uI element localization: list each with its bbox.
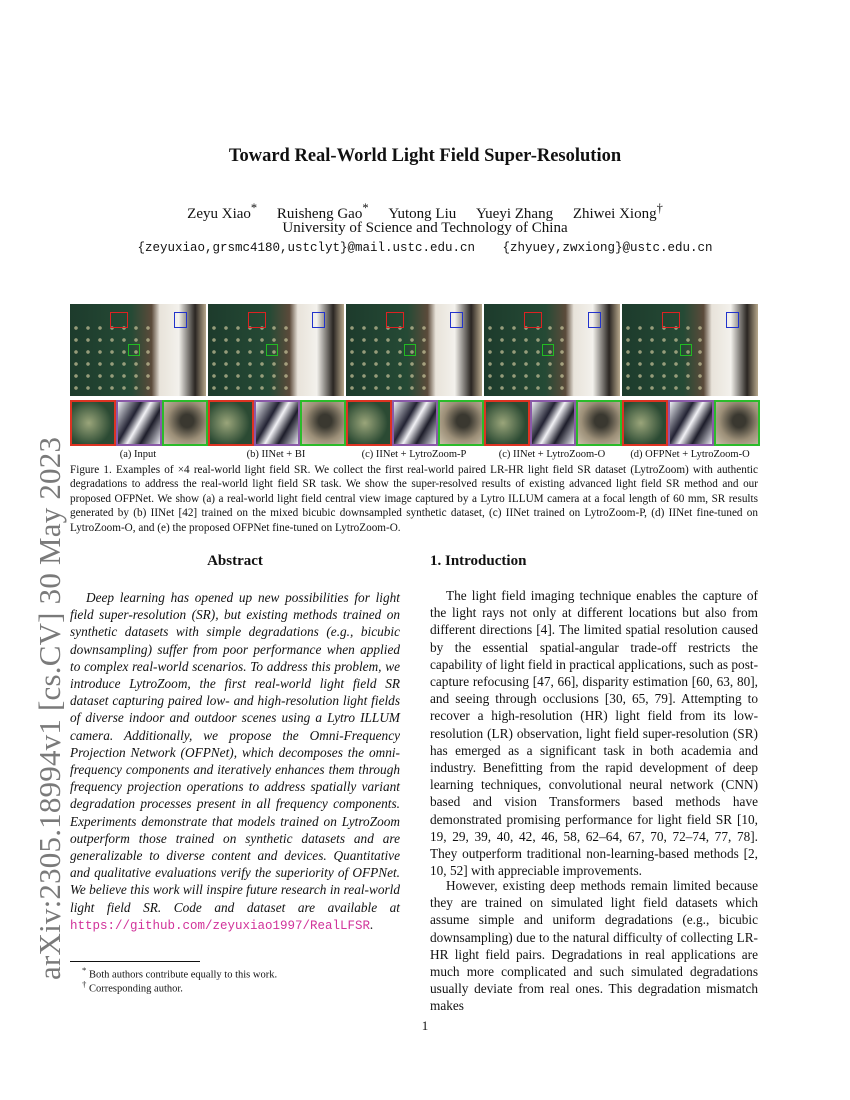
figure-subcaptions xyxy=(70,449,758,463)
figure-panel-main xyxy=(346,304,482,396)
footnote-1: * Both authors contribute equally to this work. xyxy=(82,965,278,981)
author-1: Zeyu Xiao* xyxy=(187,201,258,222)
zoom-crop-red xyxy=(208,400,254,446)
zoom-crop-blue xyxy=(254,400,300,446)
figure-panel-main xyxy=(622,304,758,396)
code-link[interactable]: https://github.com/zeyuxiao1997/RealLFSR xyxy=(70,918,371,933)
footnote-2: † Corresponding author. xyxy=(82,979,183,995)
introduction-heading: 1. Introduction xyxy=(430,553,527,569)
email-list xyxy=(0,241,850,255)
figure-panel-main xyxy=(70,304,206,396)
arxiv-stamp-text: arXiv:2305.18994v1 [cs.CV] 30 May 2023 xyxy=(32,436,67,980)
zoom-crop-green xyxy=(438,400,484,446)
zoom-crop-red xyxy=(70,400,116,446)
abstract-heading: Abstract xyxy=(207,553,263,569)
figure-panel-d xyxy=(484,304,620,446)
abstract-text: Deep learning has opened up new possibilities for light field super-resolution (SR), but existing methods trained on synthetic datasets with simple degradations (e.g., bicubic downsampling) suffer from poor performance when applied to complex real-world scenarios. To address this problem, we introduce LytroZoom, the first real-world light field SR dataset capturing paired low- and high-resolution light fields of diverse indoor and outdoor scenes using a Lytro ILLUM camera. Additionally, we propose the Omni-Frequency Projection Network (OFPNet), which decomposes the omni-frequency components and iteratively enhances them through frequency projection operations to address spatially variant degradation processes present in all frequency components. Experiments demonstrate that models trained on LytroZoom outperform those trained on synthetic datasets and are generalizable to diverse content and devices. Quantitative and qualitative evaluations verify the superiority of OFPNet. We believe this work will inspire future research in real-world light field SR. Code and dataset are available at https://github.com/zeyuxiao1997/RealLFSR. xyxy=(70,590,400,933)
author-4: Yueyi Zhang xyxy=(476,206,554,222)
subcaption-c: (c) IINet + LytroZoom-P xyxy=(361,449,467,460)
zoom-crop-blue xyxy=(392,400,438,446)
intro-paragraph-1: The light field imaging technique enables the capture of the light rays not only at different locations but also from different directions [4]. The limited spatial resolution caused by the essential spatial-angular trade-off restricts the capability of light field in practical applications, such as post-capture refocusing [47, 66], disparity estimation [60, 63, 80], and seeing through occlusions [30, 65, 79]. Attempting to recover a high-resolution (HR) light field from its low-resolution (LR) observation, light field super-resolution (SR) has emerged as a significant task in both academia and industry. Benefitting from the rapid development of deep learning techniques, convolutional neural network (CNN) based and vision Transformers based methods have demonstrated promising performance for light field SR [10, 19, 29, 39, 40, 42, 46, 58, 62–64, 67, 70, 72–74, 77, 78]. They outperform traditional non-learning-based methods [2, 10, 52] with appreciable improvements. xyxy=(430,588,758,879)
author-2: Ruisheng Gao* xyxy=(276,201,369,222)
arxiv-stamp xyxy=(10,280,67,980)
subcaption-d: (c) IINet + LytroZoom-O xyxy=(498,449,606,460)
subcaption-a: (a) Input xyxy=(119,449,157,460)
affiliation: University of Science and Technology of China xyxy=(282,220,568,236)
email-1[interactable]: {zeyuxiao,grsmc4180,ustclyt}@mail.ustc.edu.cn xyxy=(137,241,475,255)
zoom-crop-red xyxy=(346,400,392,446)
zoom-crop-green xyxy=(576,400,622,446)
zoom-crop-red xyxy=(622,400,668,446)
zoom-crop-blue xyxy=(116,400,162,446)
figure-panel-a xyxy=(70,304,206,446)
subcaption-e: (d) OFPNet + LytroZoom-O xyxy=(630,449,750,460)
author-3: Yutong Liu xyxy=(388,206,457,222)
zoom-crop-blue xyxy=(530,400,576,446)
figure-panel-b xyxy=(208,304,344,446)
zoom-crop-green xyxy=(162,400,208,446)
page-number: 1 xyxy=(421,1018,429,1033)
intro-paragraph-2: However, existing deep methods remain limited because they are trained on simulated light field datasets which assume simple and uniform degradations (e.g., bicubic downsampling) due to the natural difficulty of collecting LR-HR light field pairs. Degradations in real applications are much more complicated and such simulated degradations usually deviate from real ones. This degradation mismatch makes xyxy=(430,878,758,1014)
zoom-crop-green xyxy=(300,400,346,446)
zoom-crop-red xyxy=(484,400,530,446)
figure-panel-main xyxy=(484,304,620,396)
figure-1-image xyxy=(70,304,758,446)
figure-panel-main xyxy=(208,304,344,396)
footnote-rule xyxy=(70,961,200,962)
zoom-crop-green xyxy=(714,400,760,446)
figure-caption: Figure 1. Examples of ×4 real-world light field SR. We collect the first real-world paired LR-HR light field SR dataset (LytroZoom) with authentic degradations to address the real-world light field SR task. We show the super-resolved results of existing advanced light field SR method and our proposed OFPNet. We show (a) a real-world light field central view image captured by a Lytro ILLUM camera at a focal length of 60 mm, SR results generated by (b) IINet [42] trained on the mixed bicubic downsampled synthetic dataset, (c) IINet trained on LytroZoom-P, (d) IINet fine-tuned on LytroZoom-O, and (e) the proposed OFPNet fine-tuned on LytroZoom-O. xyxy=(70,464,758,534)
email-2[interactable]: {zhyuey,zwxiong}@ustc.edu.cn xyxy=(502,241,713,255)
zoom-crop-blue xyxy=(668,400,714,446)
subcaption-b: (b) IINet + BI xyxy=(246,449,306,460)
figure-panel-e xyxy=(622,304,758,446)
author-5: Zhiwei Xiong† xyxy=(572,201,663,222)
paper-title: Toward Real-World Light Field Super-Resolution xyxy=(228,146,622,166)
figure-panel-c xyxy=(346,304,482,446)
